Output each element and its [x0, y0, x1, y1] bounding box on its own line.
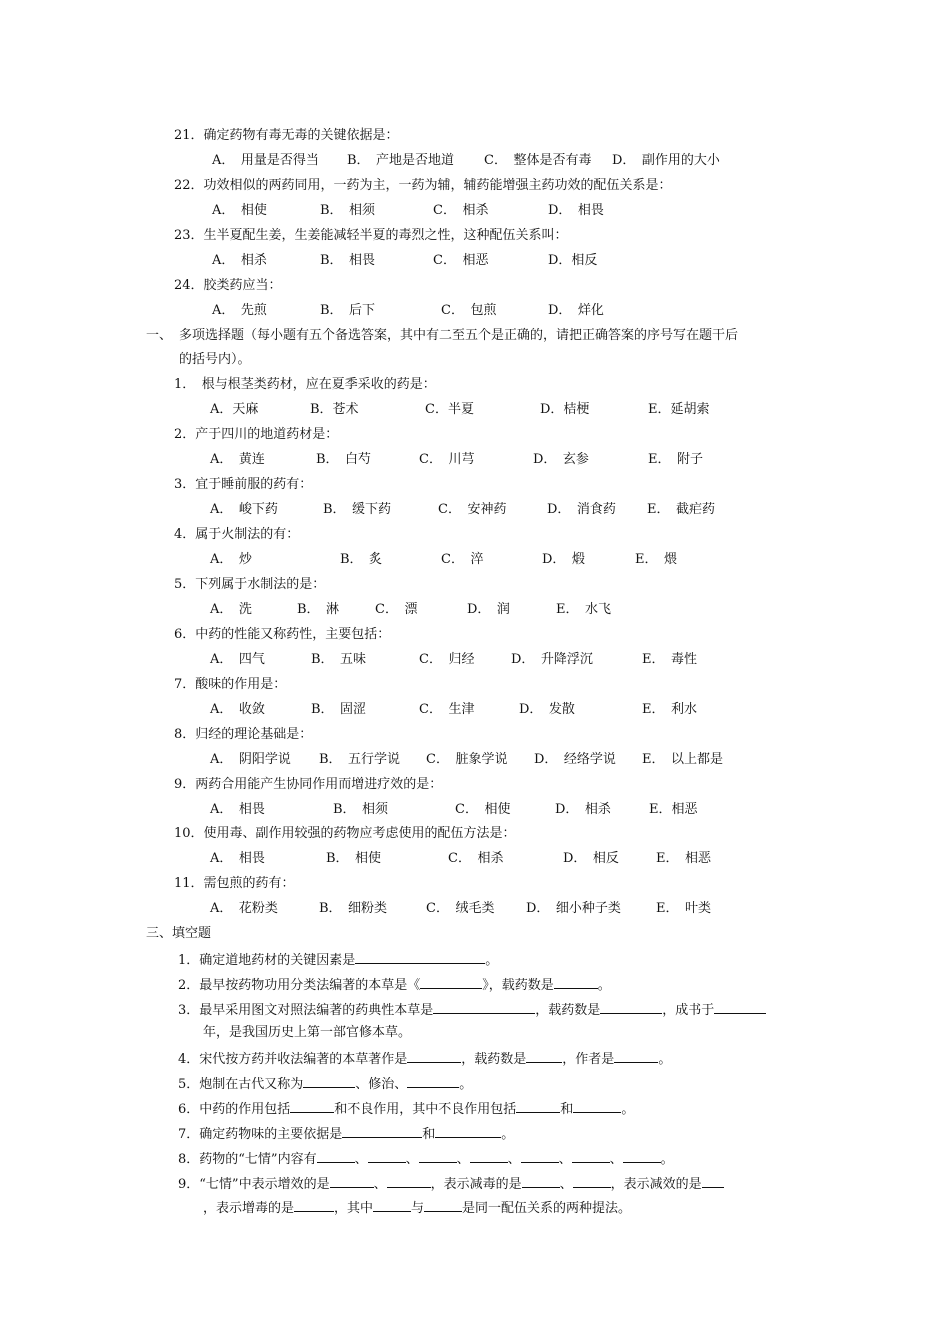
option-d: D． 相畏	[548, 203, 604, 218]
fill-question-5: 5．炮制在古代又称为 、修治、 。	[178, 1077, 473, 1092]
option-a: A． 用量是否得当	[212, 153, 319, 168]
option-e: E． 煨	[635, 552, 677, 567]
answer-blank[interactable]	[330, 1175, 374, 1188]
answer-blank[interactable]	[714, 1001, 766, 1014]
option-a: A． 收敛	[210, 702, 265, 717]
fill-question-8: 8．药物的“七情”内容有 、 、 、 、 、 、 。	[178, 1152, 674, 1167]
option-d: D． 细小种子类	[526, 901, 621, 916]
option-a: A． 炒	[210, 552, 252, 567]
option-e: E． 以上都是	[642, 752, 723, 767]
answer-blank[interactable]	[303, 1075, 355, 1088]
question-10: 10．使用毒、副作用较强的药物应考虑使用的配伍方法是：	[174, 826, 516, 841]
option-c: C． 安神药	[438, 502, 507, 517]
question-24: 24．胶类药应当：	[174, 278, 282, 293]
fill-question-1: 1．确定道地药材的关键因素是 。	[178, 953, 499, 968]
option-a: A． 相畏	[210, 802, 265, 817]
answer-blank[interactable]	[433, 1001, 535, 1014]
option-e: E．相恶	[649, 802, 698, 817]
option-e: E． 叶类	[656, 901, 711, 916]
answer-blank[interactable]	[573, 1100, 621, 1113]
option-a: A． 相使	[212, 203, 267, 218]
fill-question-9-continued: ，表示增毒的是 ，其中 与 是同一配伍关系的两种提法。	[203, 1201, 632, 1216]
answer-blank[interactable]	[355, 951, 485, 964]
question-11: 11．需包煎的药有：	[174, 876, 295, 891]
answer-blank[interactable]	[623, 1150, 661, 1163]
option-b: B． 淋	[297, 602, 340, 617]
question-3: 3．宜于睡前服的药有：	[174, 477, 313, 492]
question-9: 9．两药合用能产生协同作用而增进疗效的是：	[174, 777, 443, 792]
option-b: B． 后下	[320, 303, 376, 318]
option-c: C． 包煎	[441, 303, 497, 318]
option-b: B． 五味	[311, 652, 367, 667]
answer-blank[interactable]	[521, 1150, 559, 1163]
option-e: E．延胡索	[648, 402, 710, 417]
option-c: C． 生津	[419, 702, 475, 717]
option-b: B． 固涩	[311, 702, 367, 717]
section-number: 一、	[146, 328, 173, 343]
option-a: A． 相杀	[212, 253, 267, 268]
fill-question-6: 6．中药的作用包括 和不良作用，其中不良作用包括 和 。	[178, 1102, 635, 1117]
question-5: 5．下列属于水制法的是：	[174, 577, 326, 592]
answer-blank[interactable]	[424, 1199, 462, 1212]
option-a: A． 峻下药	[210, 502, 278, 517]
answer-blank[interactable]	[294, 1199, 334, 1212]
option-c: C． 绒毛类	[426, 901, 495, 916]
option-a: A． 洗	[210, 602, 252, 617]
answer-blank[interactable]	[435, 1125, 501, 1138]
question-6: 6．中药的性能又称药性，主要包括：	[174, 627, 391, 642]
option-c: C． 相杀	[448, 851, 504, 866]
answer-blank[interactable]	[373, 1199, 411, 1212]
option-c: C． 整体是否有毒	[484, 153, 592, 168]
option-a: A． 先煎	[212, 303, 267, 318]
option-b: B． 相须	[333, 802, 389, 817]
option-a: A． 花粉类	[210, 901, 278, 916]
fill-question-3-continued: 年，是我国历史上第一部官修本草。	[203, 1025, 412, 1040]
fill-question-2: 2．最早按药物功用分类法编著的本草是《 》，载药数是 。	[178, 978, 611, 993]
option-b: B． 相使	[326, 851, 382, 866]
option-c: C． 淬	[441, 552, 484, 567]
option-e: E． 截疟药	[647, 502, 715, 517]
option-e: E． 利水	[642, 702, 697, 717]
option-d: D． 相杀	[555, 802, 611, 817]
option-b: B． 产地是否地道	[347, 153, 455, 168]
option-a: A． 黄连	[210, 452, 265, 467]
answer-blank[interactable]	[317, 1150, 355, 1163]
option-e: E． 附子	[648, 452, 703, 467]
option-b: B． 五行学说	[319, 752, 401, 767]
answer-blank[interactable]	[572, 1150, 610, 1163]
option-a: A．天麻	[210, 402, 259, 417]
question-21: 21．确定药物有毒无毒的关键依据是：	[174, 128, 399, 143]
option-a: A． 相畏	[210, 851, 265, 866]
answer-blank[interactable]	[368, 1150, 406, 1163]
answer-blank[interactable]	[407, 1050, 461, 1063]
answer-blank[interactable]	[290, 1100, 334, 1113]
section-title-continued: 的括号内）。	[179, 352, 251, 367]
question-1: 1． 根与根茎类药材，应在夏季采收的药是：	[174, 377, 436, 392]
option-d: D． 发散	[519, 702, 575, 717]
option-b: B． 白芍	[316, 452, 372, 467]
option-c: C． 相使	[455, 802, 511, 817]
option-b: B．苍术	[310, 402, 359, 417]
option-d: D． 副作用的大小	[612, 153, 720, 168]
answer-blank[interactable]	[516, 1100, 560, 1113]
section-title: 多项选择题（每小题有五个备选答案，其中有二至五个是正确的，请把正确答案的序号写在题干后	[179, 328, 739, 343]
option-c: C． 漂	[375, 602, 418, 617]
option-d: D． 升降浮沉	[511, 652, 593, 667]
question-2: 2．产于四川的地道药材是：	[174, 427, 339, 442]
option-a: A． 阴阳学说	[210, 752, 291, 767]
option-c: C．半夏	[425, 402, 474, 417]
answer-blank[interactable]	[614, 1050, 658, 1063]
option-c: C． 脏象学说	[426, 752, 508, 767]
option-d: D． 煅	[542, 552, 585, 567]
fill-question-4: 4．宋代按方药并收法编著的本草著作是 ，载药数是 ，作者是 。	[178, 1052, 672, 1067]
option-d: D． 相反	[563, 851, 619, 866]
option-d: D． 烊化	[548, 303, 604, 318]
answer-blank[interactable]	[342, 1125, 422, 1138]
option-c: C． 相杀	[433, 203, 489, 218]
option-b: B． 炙	[340, 552, 383, 567]
question-7: 7．酸味的作用是：	[174, 677, 287, 692]
option-d: D． 消食药	[547, 502, 616, 517]
answer-blank[interactable]	[600, 1001, 662, 1014]
option-b: B． 缓下药	[323, 502, 392, 517]
option-e: E． 水飞	[556, 602, 611, 617]
answer-blank[interactable]	[554, 976, 598, 989]
option-d: D． 经络学说	[534, 752, 616, 767]
answer-blank[interactable]	[387, 1175, 431, 1188]
fill-question-7: 7．确定药物味的主要依据是 和 。	[178, 1127, 515, 1142]
answer-blank[interactable]	[522, 1175, 560, 1188]
answer-blank[interactable]	[573, 1175, 611, 1188]
section-title: 三、填空题	[146, 926, 212, 941]
option-d: D．相反	[548, 253, 598, 268]
answer-blank[interactable]	[407, 1075, 459, 1088]
option-d: D． 润	[467, 602, 510, 617]
option-b: B． 相须	[320, 203, 376, 218]
question-22: 22．功效相似的两药同用，一药为主，一药为辅，辅药能增强主药功效的配伍关系是：	[174, 178, 672, 193]
question-8: 8．归经的理论基础是：	[174, 727, 313, 742]
fill-question-3: 3．最早采用图文对照法编著的药典性本草是 ，载药数是 ，成书于	[178, 1001, 766, 1019]
option-d: D． 玄参	[533, 452, 589, 467]
option-a: A． 四气	[210, 652, 265, 667]
question-4: 4．属于火制法的有：	[174, 527, 300, 542]
option-c: C． 相恶	[433, 253, 489, 268]
option-b: B． 细粉类	[319, 901, 388, 916]
option-e: E． 毒性	[642, 652, 697, 667]
answer-blank[interactable]	[420, 976, 482, 989]
option-c: C． 归经	[419, 652, 475, 667]
option-e: E． 相恶	[656, 851, 711, 866]
answer-blank[interactable]	[526, 1050, 562, 1063]
answer-blank[interactable]	[470, 1150, 508, 1163]
option-d: D．桔梗	[540, 402, 590, 417]
answer-blank[interactable]	[419, 1150, 457, 1163]
option-c: C． 川芎	[419, 452, 475, 467]
question-23: 23．生半夏配生姜，生姜能减轻半夏的毒烈之性，这种配伍关系叫：	[174, 228, 568, 243]
option-b: B． 相畏	[320, 253, 376, 268]
fill-question-9: 9．“七情”中表示增效的是 、 ，表示减毒的是 、 ，表示减效的是	[178, 1175, 724, 1193]
answer-blank[interactable]	[702, 1175, 724, 1188]
